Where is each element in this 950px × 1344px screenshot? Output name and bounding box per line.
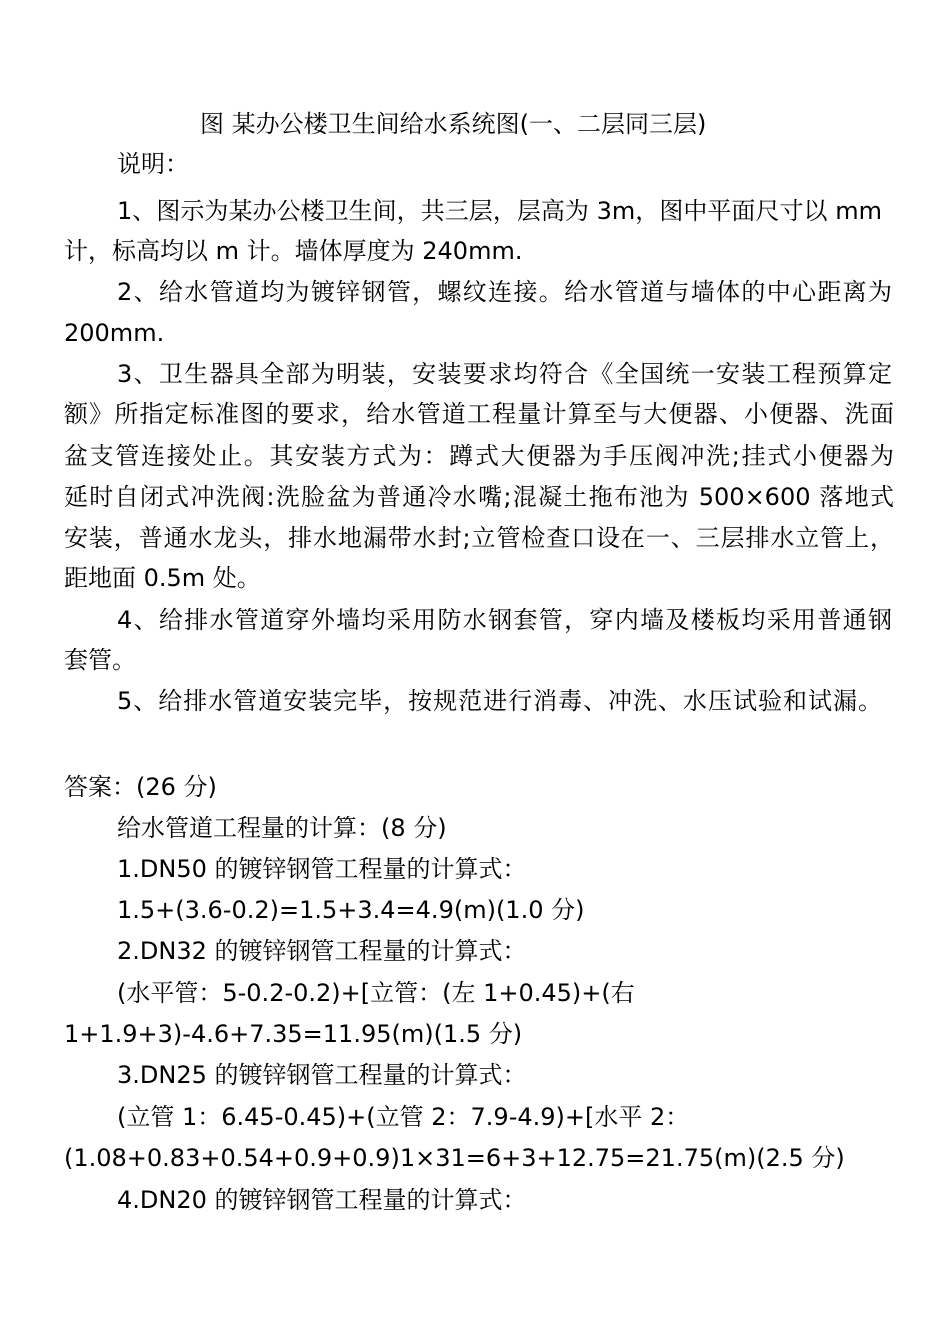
answer-heading: 答案：(26 分) <box>64 773 217 801</box>
note-3-line-1: 3、卫生器具全部为明装，安装要求均符合《全国统一安装工程预算定 <box>117 360 892 388</box>
note-3-line-2: 额》所指定标准图的要求，给水管道工程量计算至与大便器、小便器、洗面 <box>64 400 894 428</box>
note-5: 5、给排水管道安装完毕，按规范进行消毒、冲洗、水压试验和试漏。 <box>117 687 882 715</box>
note-3-line-6: 距地面 0.5m 处。 <box>64 564 261 592</box>
dn25-calculation-line-2: (1.08+0.83+0.54+0.9+0.9)1×31=6+3+12.75=21.75(m)(2.5 分) <box>64 1144 845 1172</box>
dn50-calculation: 1.5+(3.6-0.2)=1.5+3.4=4.9(m)(1.0 分) <box>117 896 585 924</box>
note-4-line-1: 4、给排水管道穿外墙均采用防水钢套管，穿内墙及楼板均采用普通钢 <box>117 606 892 634</box>
dn32-calculation-line-1: (水平管：5-0.2-0.2)+[立管：(左 1+0.45)+(右 <box>117 979 635 1007</box>
note-4-line-2: 套管。 <box>64 646 136 674</box>
note-3-line-4: 延时自闭式冲洗阀:洗脸盆为普通冷水嘴;混凝土拖布池为 500×600 落地式 <box>64 483 894 511</box>
dn25-label: 3.DN25 的镀锌钢管工程量的计算式： <box>117 1061 527 1089</box>
note-2-line-1: 2、给水管道均为镀锌钢管，螺纹连接。给水管道与墙体的中心距离为 <box>117 278 892 306</box>
dn25-calculation-line-1: (立管 1：6.45-0.45)+(立管 2：7.9-4.9)+[水平 2： <box>117 1103 690 1131</box>
dn32-label: 2.DN32 的镀锌钢管工程量的计算式： <box>117 937 527 965</box>
note-3-line-5: 安装，普通水龙头，排水地漏带水封;立管检查口设在一、三层排水立管上， <box>64 524 894 552</box>
dn50-label: 1.DN50 的镀锌钢管工程量的计算式： <box>117 855 527 883</box>
answer-subheading: 给水管道工程量的计算：(8 分) <box>117 814 447 842</box>
note-2-line-2: 200mm. <box>64 319 165 347</box>
notes-heading: 说明： <box>117 150 189 178</box>
note-3-line-3: 盆支管连接处止。其安装方式为：蹲式大便器为手压阀冲洗;挂式小便器为 <box>64 442 894 470</box>
dn32-calculation-line-2: 1+1.9+3)-4.6+7.35=11.95(m)(1.5 分) <box>64 1020 523 1048</box>
dn20-label: 4.DN20 的镀锌钢管工程量的计算式： <box>117 1186 527 1214</box>
note-1-line-1: 1、图示为某办公楼卫生间，共三层，层高为 3m，图中平面尺寸以 mm <box>117 197 882 225</box>
note-1-line-2: 计，标高均以 m 计。墙体厚度为 240mm. <box>64 237 523 265</box>
page-title: 图 某办公楼卫生间给水系统图(一、二层同三层) <box>200 110 707 138</box>
